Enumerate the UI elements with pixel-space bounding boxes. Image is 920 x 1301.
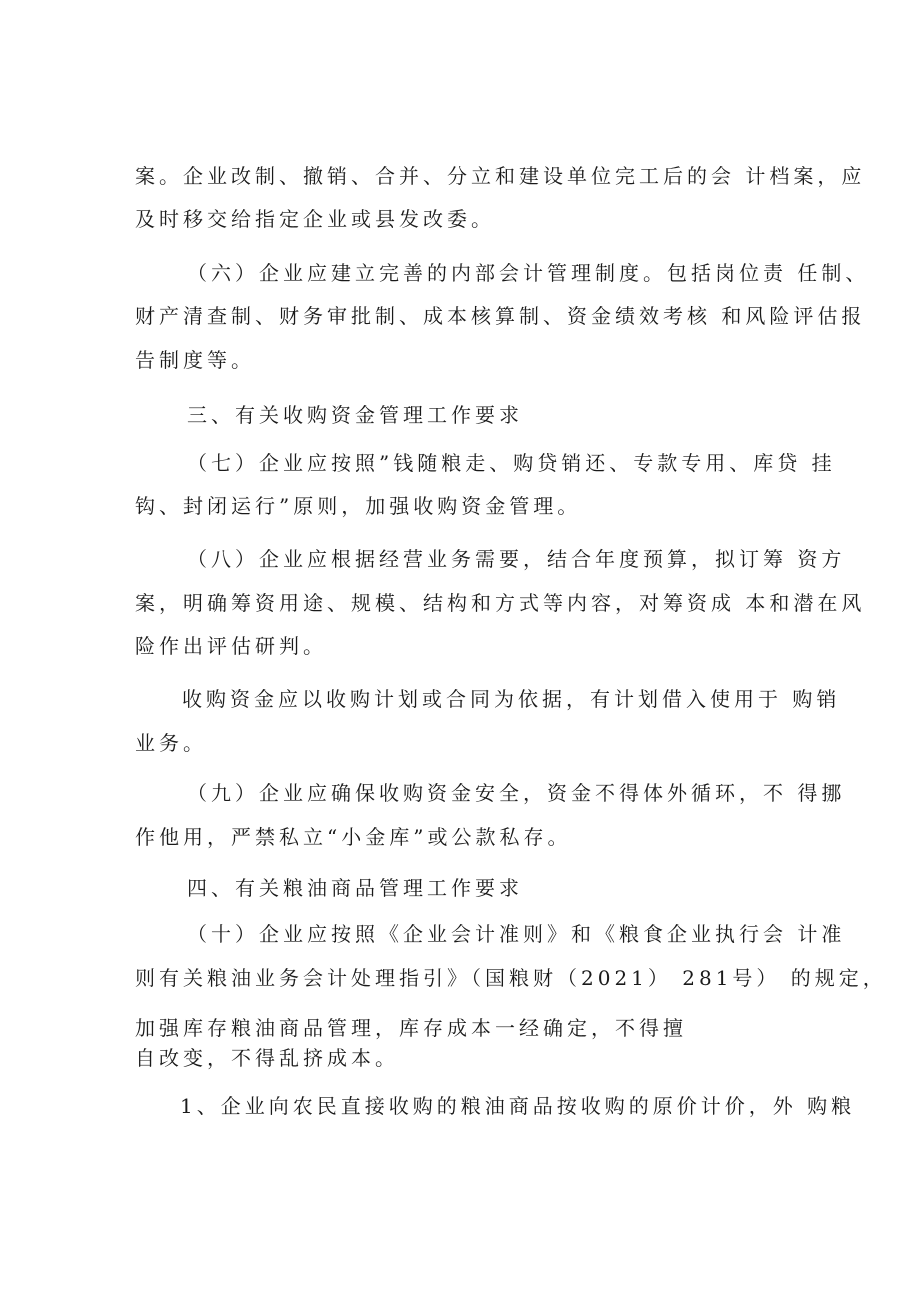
paragraph-line: 收购资金应以收购计划或合同为依据，有计划借入使用于 购销 xyxy=(182,687,841,711)
paragraph-line: 作他用，严禁私立“小金库”或公款私存。 xyxy=(135,825,572,849)
paragraph-line: 自改变，不得乱挤成本。 xyxy=(135,1046,399,1070)
section-heading: 四、有关粮油商品管理工作要求 xyxy=(187,876,523,900)
paragraph-line: 案。企业改制、撤销、合并、分立和建设单位完工后的会 计档案，应 xyxy=(135,164,866,188)
paragraph-line: 加强库存粮油商品管理，库存成本一经确定，不得擅 xyxy=(135,1016,687,1040)
paragraph-line: 1、企业向农民直接收购的粮油商品按收购的原价计价，外 购粮 xyxy=(180,1094,856,1118)
paragraph-line: 案，明确筹资用途、规模、结构和方式等内容，对筹资成 本和潜在风 xyxy=(135,591,866,615)
paragraph-line: （六）企业应建立完善的内部会计管理制度。包括岗位责 任制、 xyxy=(187,261,870,285)
paragraph-line: （八）企业应根据经营业务需要，结合年度预算，拟订筹 资方 xyxy=(187,547,846,571)
paragraph-line: （七）企业应按照”钱随粮走、购贷销还、专款专用、库贷 挂 xyxy=(187,451,836,475)
paragraph-line: （十）企业应按照《企业会计准则》和《粮食企业执行会 计准 xyxy=(187,922,846,946)
paragraph-line: 业务。 xyxy=(135,731,207,755)
paragraph-line: 则有关粮油业务会计处理指引》（国粮财（2021） 281号） 的规定， xyxy=(135,966,887,990)
paragraph-line: 及时移交给指定企业或县发改委。 xyxy=(135,207,495,231)
section-heading: 三、有关收购资金管理工作要求 xyxy=(187,403,523,427)
paragraph-line: 钩、封闭运行”原则，加强收购资金管理。 xyxy=(135,494,582,518)
paragraph-line: （九）企业应确保收购资金安全，资金不得体外循环，不 得挪 xyxy=(187,781,846,805)
paragraph-line: 险作出评估研判。 xyxy=(135,634,327,658)
paragraph-line: 财产清查制、财务审批制、成本核算制、资金绩效考核 和风险评估报 xyxy=(135,304,866,328)
paragraph-line: 告制度等。 xyxy=(135,348,255,372)
